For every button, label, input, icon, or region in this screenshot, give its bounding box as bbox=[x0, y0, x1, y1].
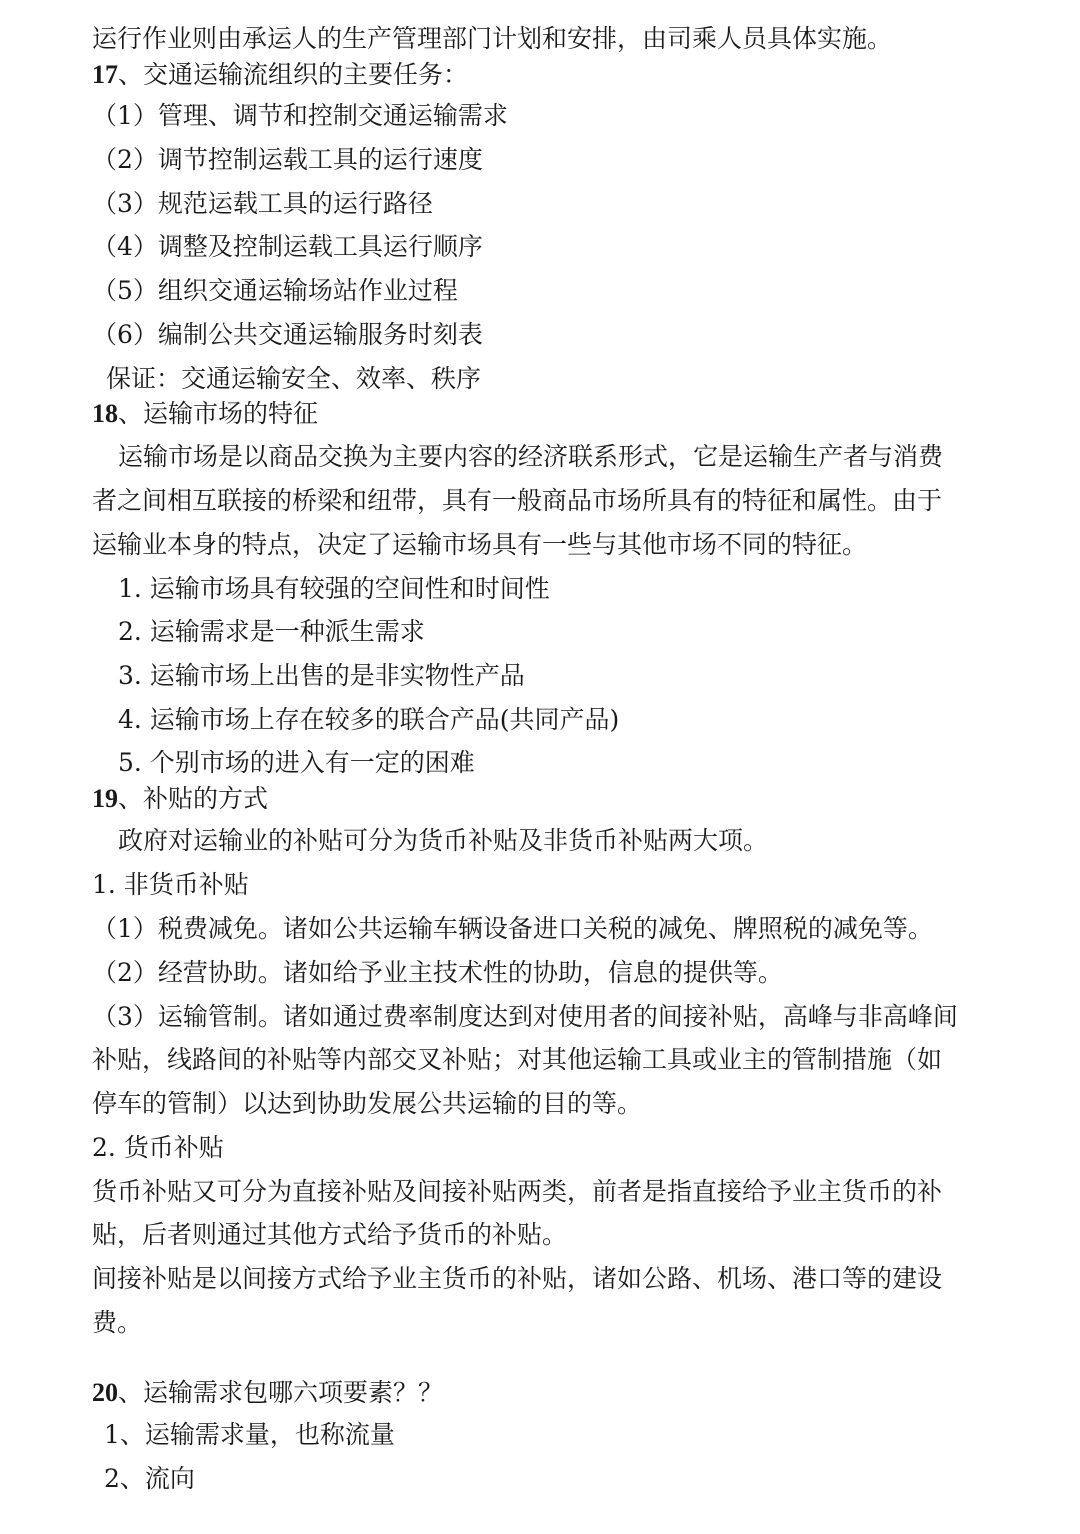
section-title: 、交通运输流组织的主要任务： bbox=[118, 60, 469, 89]
paragraph-line: 间接补贴是以间接方式给予业主货币的补贴，诸如公路、机场、港口等的建设 bbox=[92, 1264, 943, 1293]
paragraph-line: （2）经营协助。诸如给予业主技术性的协助，信息的提供等。 bbox=[92, 958, 783, 987]
list-item: 1. 运输市场具有较强的空间性和时间性 bbox=[118, 574, 550, 603]
list-item: 5. 个别市场的进入有一定的困难 bbox=[118, 748, 475, 777]
section-18-heading bbox=[92, 397, 318, 431]
list-item: （4）调整及控制运载工具运行顺序 bbox=[92, 232, 483, 261]
list-item: 3. 运输市场上出售的是非实物性产品 bbox=[118, 661, 525, 690]
paragraph-line: 者之间相互联接的桥梁和纽带，具有一般商品市场所具有的特征和属性。由于 bbox=[92, 486, 943, 515]
subheading: 2. 货币补贴 bbox=[92, 1133, 224, 1162]
list-item: （6）编制公共交通运输服务时刻表 bbox=[92, 320, 483, 349]
paragraph-line: 运输业本身的特点，决定了运输市场具有一些与其他市场不同的特征。 bbox=[92, 530, 868, 559]
list-item: （5）组织交通运输场站作业过程 bbox=[92, 276, 458, 305]
section-number: 19 bbox=[92, 784, 118, 813]
section-19-heading bbox=[92, 782, 268, 816]
section-number: 18 bbox=[92, 399, 118, 428]
list-item: （1）管理、调节和控制交通运输需求 bbox=[92, 101, 508, 130]
paragraph-line: 运输市场是以商品交换为主要内容的经济联系形式，它是运输生产者与消费 bbox=[118, 442, 944, 471]
list-item: 4. 运输市场上存在较多的联合产品(共同产品) bbox=[118, 705, 620, 734]
section-number: 20 bbox=[92, 1378, 118, 1407]
section-title: 、补贴的方式 bbox=[118, 784, 269, 813]
list-item: 1、运输需求量，也称流量 bbox=[104, 1420, 395, 1449]
paragraph-line: （1）税费减免。诸如公共运输车辆设备进口关税的减免、牌照税的减免等。 bbox=[92, 914, 933, 943]
section-17-heading bbox=[92, 58, 468, 92]
section-20-heading bbox=[92, 1376, 443, 1410]
section-number: 17 bbox=[92, 60, 118, 89]
paragraph-line: 费。 bbox=[92, 1308, 143, 1337]
paragraph-line: 贴，后者则通过其他方式给予货币的补贴。 bbox=[92, 1220, 568, 1249]
section-title: 、运输需求包哪六项要素？？ bbox=[118, 1378, 444, 1407]
paragraph-line: 停车的管制）以达到协助发展公共运输的目的等。 bbox=[92, 1089, 643, 1118]
list-item: （3）规范运载工具的运行路径 bbox=[92, 189, 433, 218]
list-item: （2）调节控制运载工具的运行速度 bbox=[92, 145, 483, 174]
paragraph-line: 政府对运输业的补贴可分为货币补贴及非货币补贴两大项。 bbox=[118, 826, 769, 855]
paragraph-line: （3）运输管制。诸如通过费率制度达到对使用者的间接补贴，高峰与非高峰间 bbox=[92, 1002, 958, 1031]
paragraph-line: 补贴，线路间的补贴等内部交叉补贴；对其他运输工具或业主的管制措施（如 bbox=[92, 1045, 943, 1074]
list-item: 2、流向 bbox=[104, 1464, 195, 1493]
section-title: 、运输市场的特征 bbox=[118, 399, 319, 428]
paragraph-line: 货币补贴又可分为直接补贴及间接补贴两类，前者是指直接给予业主货币的补 bbox=[92, 1177, 943, 1206]
list-item: 2. 运输需求是一种派生需求 bbox=[118, 617, 425, 646]
subheading: 1. 非货币补贴 bbox=[92, 870, 249, 899]
guarantee-line: 保证：交通运输安全、效率、秩序 bbox=[106, 364, 482, 393]
intro-line: 运行作业则由承运人的生产管理部门计划和安排，由司乘人员具体实施。 bbox=[92, 24, 893, 53]
